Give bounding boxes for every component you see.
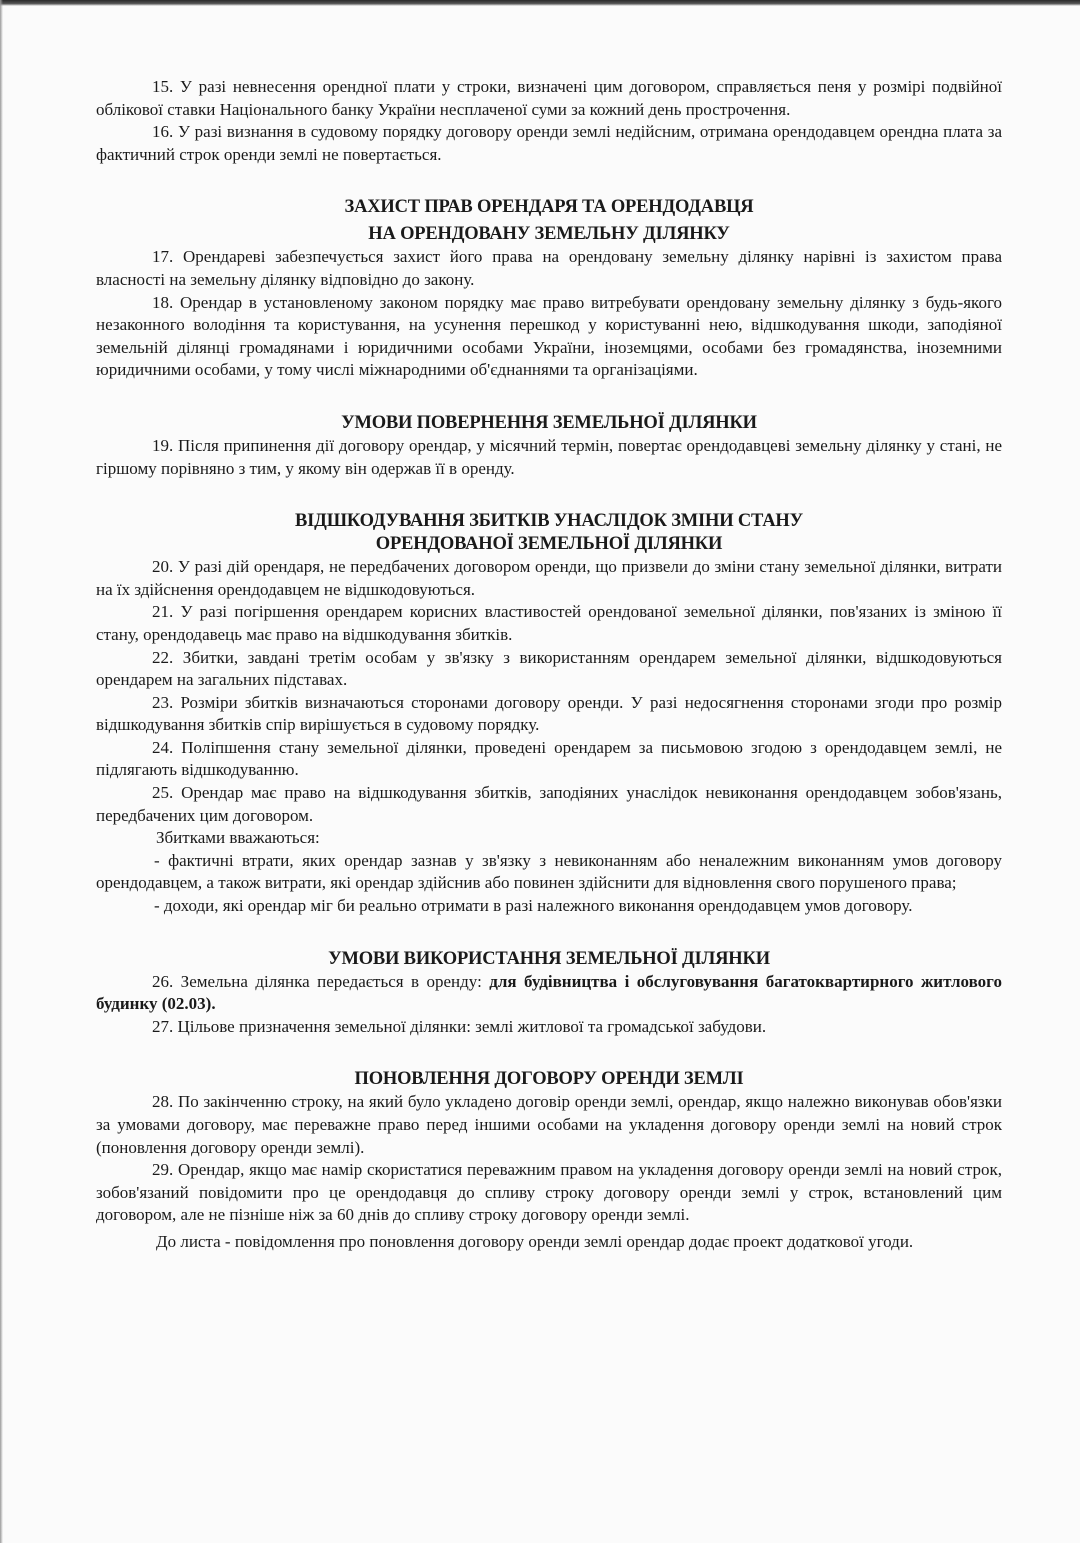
section-heading: УМОВИ ПОВЕРНЕННЯ ЗЕМЕЛЬНОЇ ДІЛЯНКИ [341,412,757,433]
paragraph-24: 24. Поліпшення стану земельної ділянки, проведені орендарем за письмовою згодою з орендодавцем землі, не підлягають відшкодуванню. [96,737,1002,780]
section-heading-line2: ОРЕНДОВАНОЇ ЗЕМЕЛЬНОЇ ДІЛЯНКИ [375,534,723,555]
section-heading: ВІДШКОДУВАННЯ ЗБИТКІВ УНАСЛІДОК ЗМІНИ СТАНУ [295,511,803,532]
section-usage [96,948,1002,1039]
paragraph-27: 27. Цільове призначення земельної ділянки: землі житлової та громадської забудови. [152,1016,767,1036]
section-damages [96,510,1002,918]
section-heading: УМОВИ ВИКОРИСТАННЯ ЗЕМЕЛЬНОЇ ДІЛЯНКИ [328,948,770,969]
section-protection [96,196,1002,382]
section-renewal [96,1068,1002,1253]
paragraph-26-text: 26. Земельна ділянка передається в оренду: [152,971,490,991]
paragraph-25: 25. Орендар має право на відшкодування збитків, заподіяних унаслідок невиконання орендодавцем зобов'язань, передбачених цим договором. [96,783,1002,825]
document-page [96,76,1002,1254]
paragraph-26 [96,971,1002,1016]
paragraph-26-purpose: для будівництва і обслуговування багатоквартирного житлового будинку (02.03). [96,971,1002,1014]
paragraph-20: 20. У разі дій орендаря, не передбачених договором оренди, що призвели до зміни стану земельної ділянки, витрати на їх здійснення орендодавцем не відшкодовуються. [96,557,1002,599]
scan-top-edge-shadow [0,0,1080,6]
paragraph-21: 21. У разі погіршення орендарем корисних властивостей орендованої земельної ділянки, пов'язаних із зміною її стану, орендодавець має право на відшкодування збитків. [96,602,1002,644]
paragraph-28: 28. По закінченню строку, на який було укладено договір оренди землі, орендар, якщо належно виконував обов'язки за умовами договору, має переважне право перед іншими особами на укладення договору оренди землі на новий строк (поновлення договору оренди землі). [96,1092,1002,1157]
paragraph-22: 22. Збитки, завдані третім особам у зв'язку з використанням орендарем земельної ділянки, відшкодовуються орендарем на загальних підставах. [96,647,1002,690]
losses-item-income: - доходи, які орендар міг би реально отримати в разі належного виконання орендодавцем умов договору. [154,896,913,916]
losses-label: Збитками вважаються: [156,828,320,848]
paragraph-19: 19. Після припинення дії договору орендар, у місячний термін, повертає орендодавцеві земельну ділянку у стані, не гіршому порівняно з тим, у якому він одержав її в оренду. [96,435,1002,478]
paragraph-23: 23. Розміри збитків визначаються сторонами договору оренди. У разі недосягнення сторонами згоди про розмір відшкодування збитків спір вирішується в судовому порядку. [96,692,1002,735]
scan-left-edge-shadow [0,0,3,1543]
section-heading: ЗАХИСТ ПРАВ ОРЕНДАРЯ ТА ОРЕНДОДАВЦЯ [344,197,754,218]
losses-item-actual: - фактичні втрати, яких орендар зазнав у зв'язку з невиконанням або неналежним виконанням умов договору орендодавцем, а також витрати, які орендар здійснив або повинен здійснити для відновлення свого порушеного права; [96,850,1002,893]
paragraph-16: 16. У разі визнання в судовому порядку договору оренди землі недійсним, отримана орендодавцем орендна плата за фактичний строк оренди землі не повертається. [96,122,1002,164]
section-heading: ПОНОВЛЕННЯ ДОГОВОРУ ОРЕНДИ ЗЕМЛІ [354,1069,744,1090]
paragraph-18: 18. Орендар в установленому законом порядку має право витребувати орендовану земельну ділянку з будь-якого незаконного володіння та користування, на усунення перешкод у користуванні нею, відшкодування шкоди, заподіяної земельній ділянці громадянами і юридичними особами України, іноземцями, особами без громадянства, іноземними юридичними особами, у тому числі міжнародними об'єднаннями та організаціями. [96,292,1002,380]
paragraph-29: 29. Орендар, якщо має намір скористатися переважним правом на укладення договору оренди землі на новий строк, зобов'язаний повідомити про це орендодавця до спливу строку договору оренди землі у строк, встановлений цим договором, але не пізніше ніж за 60 днів до спливу строку договору оренди землі. [96,1160,1002,1225]
paragraph-attachment: До листа - повідомлення про поновлення договору оренди землі орендар додає проект додаткової угоди. [156,1231,914,1251]
section-penalty [96,76,1002,166]
section-heading-line2: НА ОРЕНДОВАНУ ЗЕМЕЛЬНУ ДІЛЯНКУ [368,224,730,245]
section-return [96,412,1002,480]
paragraph-15: 15. У разі невнесення орендної плати у строки, визначені цим договором, справляється пеня у розмірі подвійної облікової ставки Національного банку України несплаченої суми за кожний день прострочення. [96,77,1002,119]
paragraph-17: 17. Орендареві забезпечується захист його права на орендовану земельну ділянку нарівні із захистом права власності на земельну ділянку відповідно до закону. [96,247,1002,289]
